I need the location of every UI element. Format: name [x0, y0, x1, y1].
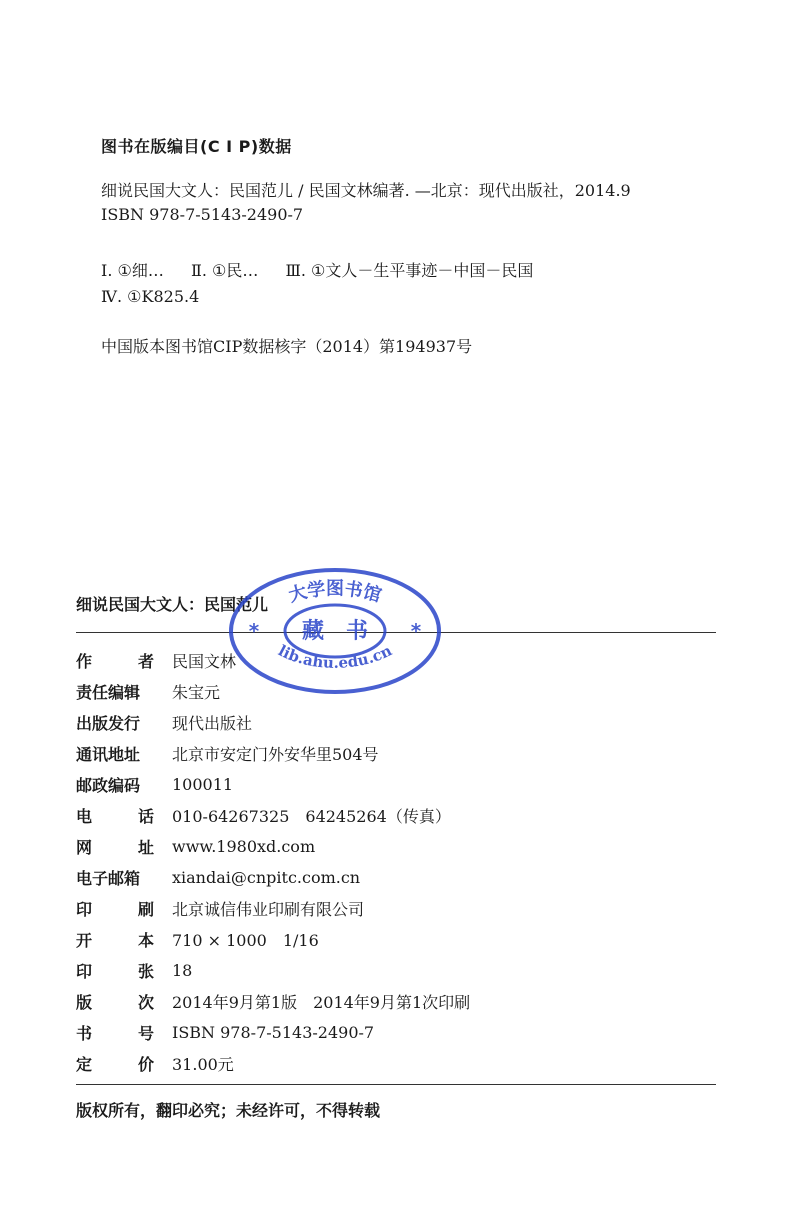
- detail-row-address: [76, 740, 379, 766]
- detail-label: 定 价: [76, 1054, 154, 1074]
- stamp-bottom-text: lib.ahu.edu.cn: [275, 641, 395, 672]
- cip-class-3: Ⅲ. ①文人－生平事迹－中国－民国: [285, 261, 534, 280]
- detail-label: 电子邮箱: [76, 868, 141, 888]
- detail-value: 朱宝元: [172, 682, 221, 702]
- detail-value: 18: [172, 960, 193, 980]
- detail-label: 通讯地址: [76, 744, 141, 764]
- detail-row-postcode: [76, 771, 233, 797]
- stamp-star-left: *: [248, 619, 260, 643]
- detail-value: 现代出版社: [172, 713, 253, 733]
- detail-value: ISBN 978-7-5143-2490-7: [172, 1022, 375, 1042]
- detail-label: 版 次: [76, 992, 154, 1012]
- bottom-divider: [76, 1084, 716, 1085]
- detail-row-publisher: [76, 709, 252, 735]
- detail-value: www.1980xd.com: [172, 836, 316, 856]
- detail-value: xiandai@cnpitc.com.cn: [172, 867, 361, 887]
- stamp-star-right: *: [410, 619, 422, 643]
- detail-row-printer: [76, 895, 364, 921]
- detail-label: 作 者: [76, 651, 154, 671]
- cip-classification: [101, 258, 533, 281]
- detail-label: 责任编辑: [76, 682, 141, 702]
- stamp-center-text: 藏 书: [301, 619, 369, 644]
- detail-label: 邮政编码: [76, 775, 141, 795]
- cip-citation: 细说民国大文人：民国范儿 / 民国文林编著. —北京：现代出版社，2014.9: [101, 181, 631, 200]
- detail-value: 北京市安定门外安华里504号: [172, 744, 379, 764]
- detail-row-isbn: [76, 1019, 374, 1045]
- cip-number: 中国版本图书馆CIP数据核字（2014）第194937号: [101, 337, 473, 356]
- cip-classification-4: Ⅳ. ①K825.4: [101, 287, 200, 306]
- detail-row-format: [76, 926, 319, 952]
- detail-label: 出版发行: [76, 713, 141, 733]
- book-title: 细说民国大文人：民国范儿: [76, 595, 269, 614]
- cip-heading: 图书在版编目(C I P)数据: [101, 137, 292, 156]
- detail-label: 开 本: [76, 930, 154, 950]
- detail-value: 100011: [172, 774, 234, 794]
- detail-value: 31.00元: [172, 1054, 234, 1074]
- copyright-notice: 版权所有，翻印必究；未经许可，不得转载: [76, 1101, 381, 1120]
- cip-isbn: ISBN 978-7-5143-2490-7: [101, 205, 304, 224]
- detail-row-editor: [76, 678, 220, 704]
- detail-row-author: [76, 647, 236, 673]
- detail-value: 010-64267325 64245264（传真）: [172, 806, 451, 826]
- detail-row-phone: [76, 802, 451, 828]
- detail-row-edition: [76, 988, 470, 1014]
- detail-value: 2014年9月第1版 2014年9月第1次印刷: [172, 992, 471, 1012]
- cip-class-1: Ⅰ. ①细…: [101, 261, 164, 280]
- detail-label: 电 话: [76, 806, 154, 826]
- detail-label: 书 号: [76, 1023, 154, 1043]
- detail-value: 北京诚信伟业印刷有限公司: [172, 899, 365, 919]
- detail-value: 民国文林: [172, 651, 237, 671]
- detail-label: 印 张: [76, 961, 154, 981]
- library-stamp: [228, 566, 442, 696]
- detail-label: 网 址: [76, 837, 154, 857]
- detail-row-email: [76, 864, 360, 890]
- detail-label: 印 刷: [76, 899, 154, 919]
- cip-class-2: Ⅱ. ①民…: [190, 261, 259, 280]
- detail-row-website: [76, 833, 315, 859]
- detail-row-price: [76, 1050, 234, 1076]
- stamp-top-text: 大学图书馆: [286, 578, 384, 607]
- detail-value: 710 × 1000 1/16: [172, 930, 319, 950]
- detail-row-sheets: [76, 957, 192, 983]
